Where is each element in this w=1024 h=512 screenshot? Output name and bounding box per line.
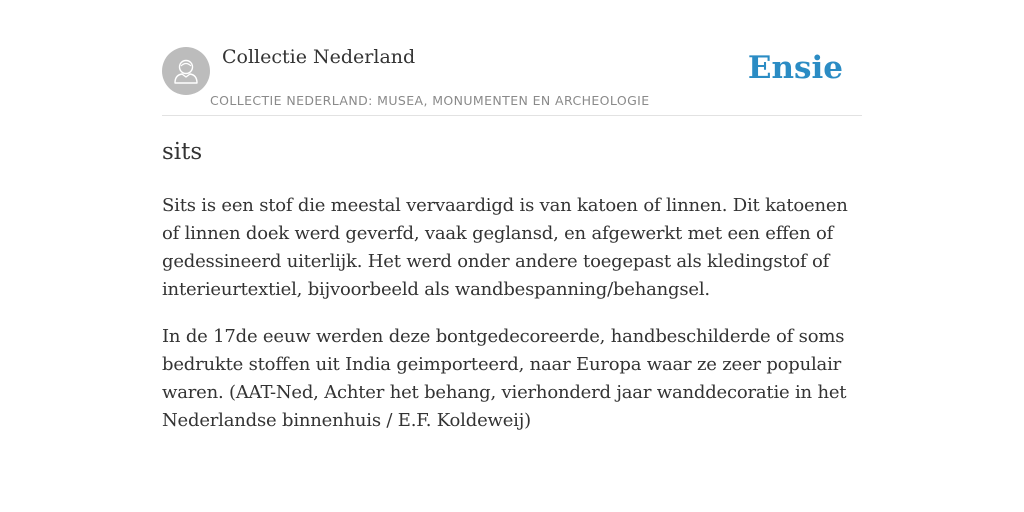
definition-paragraph: In de 17de eeuw werden deze bontgedecoreerde, handbeschilderde of soms bedrukte stoffen uit India geimporteerd, naar Europa waar ze zeer populair waren. (AAT-Ned, Achter het behang, vierhonderd jaar wanddecoratie in het Nederlandse binnenhuis / E.F. Koldeweij) (162, 326, 847, 431)
header-divider (162, 115, 862, 116)
entry-definition (162, 192, 862, 454)
ensie-logo[interactable]: Ensie (747, 50, 843, 86)
user-silhouette-icon (162, 47, 210, 95)
author-name[interactable]: Collectie Nederland (222, 46, 416, 68)
author-avatar[interactable] (162, 47, 210, 95)
entry-card (162, 0, 862, 512)
entry-term: sits (162, 139, 203, 165)
source-subtitle: COLLECTIE NEDERLAND: MUSEA, MONUMENTEN EN ARCHEOLOGIE (210, 93, 650, 108)
definition-paragraph: Sits is een stof die meestal vervaardigd is van katoen of linnen. Dit katoenen of linnen doek werd geverfd, vaak geglansd, en afgewerkt met een effen of gedessineerd uiterlijk. Het werd onder andere toegepast als kledingstof of interieurtextiel, bijvoorbeeld als wandbespanning/behangsel. (162, 195, 848, 300)
